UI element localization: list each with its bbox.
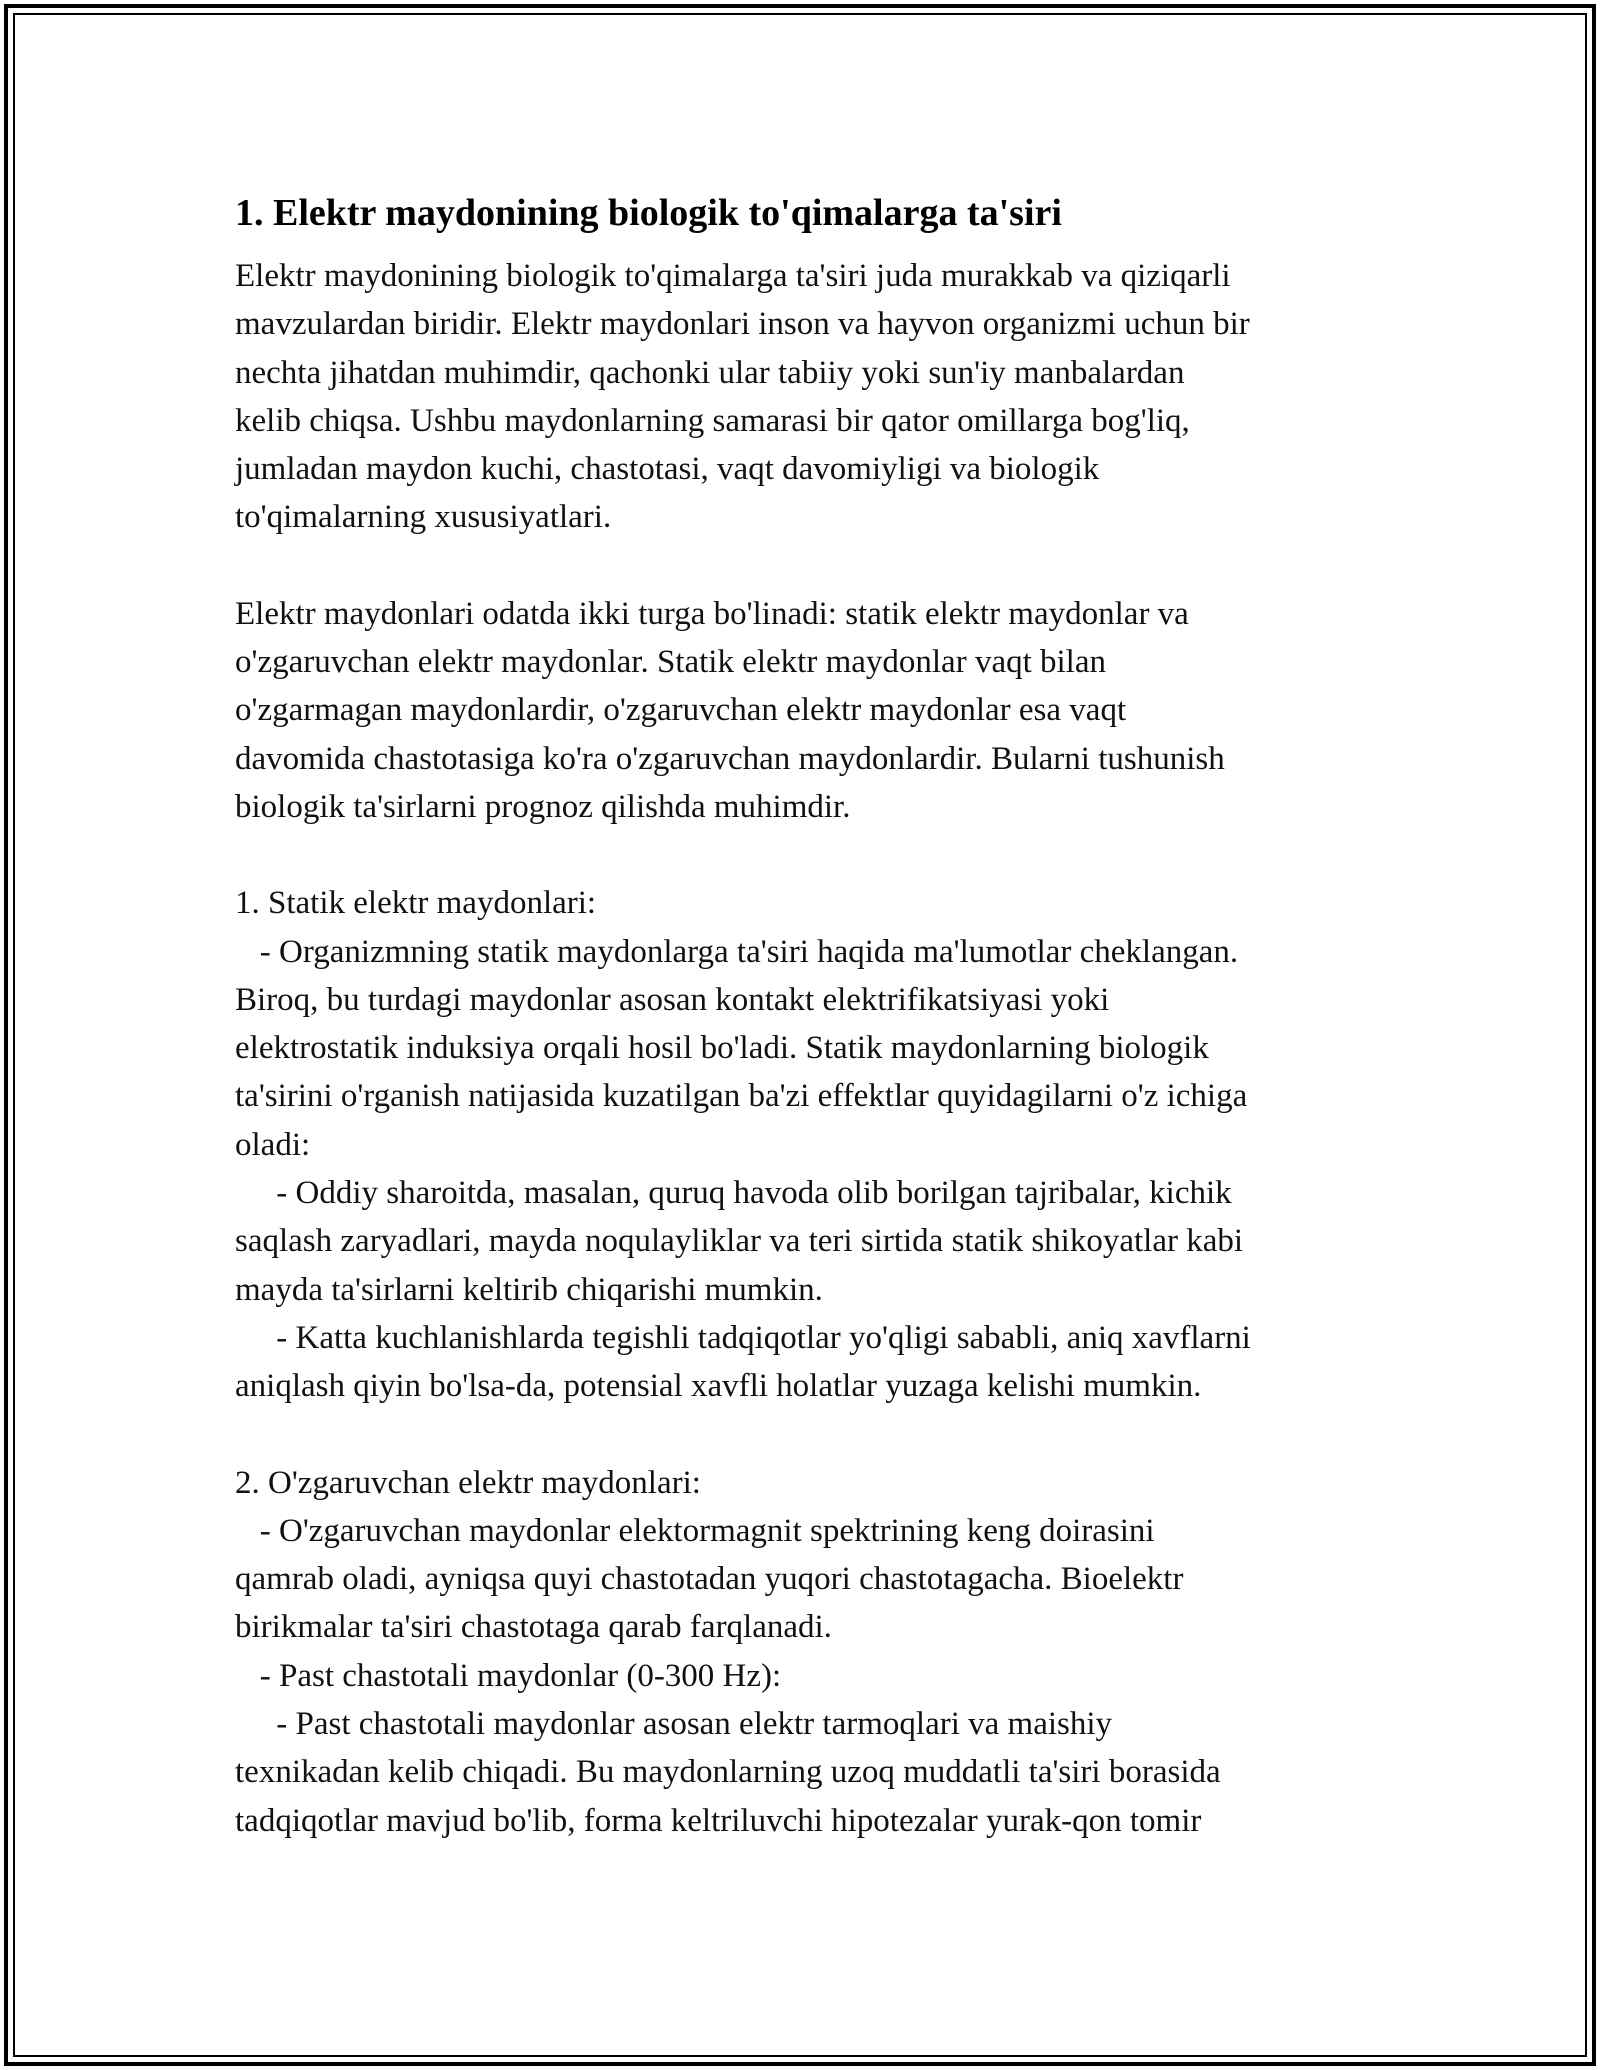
text-line: - Past chastotali maydonlar (0-300 Hz):	[235, 1657, 782, 1694]
intro-paragraph	[235, 252, 1375, 542]
text-line: birikmalar ta'siri chastotaga qarab farqlanadi.	[235, 1609, 832, 1646]
text-line: kelib chiqsa. Ushbu maydonlarning samarasi bir qator omillarga bog'liq,	[235, 402, 1190, 439]
text-line: o'zgarmagan maydonlardir, o'zgaruvchan elektr maydonlar esa vaqt	[235, 692, 1127, 729]
document-body	[235, 186, 1375, 1845]
text-line: aniqlash qiyin bo'lsa-da, potensial xavfli holatlar yuzaga kelishi mumkin.	[235, 1368, 1202, 1405]
text-line: - Past chastotali maydonlar asosan elektr tarmoqlari va maishiy	[235, 1706, 1113, 1743]
text-line: mayda ta'sirlarni keltirib chiqarishi mumkin.	[235, 1271, 823, 1308]
text-line: ta'sirini o'rganish natijasida kuzatilgan ba'zi effektlar quyidagilarni o'z ichiga	[235, 1078, 1248, 1115]
text-line: Elektr maydonining biologik to'qimalarga ta'siri juda murakkab va qiziqarli	[235, 258, 1231, 294]
text-line: qamrab oladi, ayniqsa quyi chastotadan yuqori chastotagacha. Bioelektr	[235, 1561, 1184, 1598]
text-line: - O'zgaruvchan maydonlar elektormagnit spektrining keng doirasini	[235, 1512, 1155, 1549]
text-line: - Katta kuchlanishlarda tegishli tadqiqotlar yo'qligi sababli, aniq xavflarni	[235, 1319, 1251, 1356]
text-line: saqlash zaryadlari, mayda noqulayliklar va teri sirtida statik shikoyatlar kabi	[235, 1223, 1244, 1260]
text-line: elektrostatik induksiya orqali hosil bo'ladi. Statik maydonlarning biologik	[235, 1030, 1209, 1067]
text-line: - Organizmning statik maydonlarga ta'siri haqida ma'lumotlar cheklangan.	[235, 933, 1239, 970]
text-line: o'zgaruvchan elektr maydonlar. Statik elektr maydonlar vaqt bilan	[235, 644, 1106, 681]
document-title: 1. Elektr maydonining biologik to'qimalarga ta'siri	[235, 192, 1062, 234]
section-heading: 1. Statik elektr maydonlari:	[235, 885, 597, 922]
text-line: - Oddiy sharoitda, masalan, quruq havoda olib borilgan tajribalar, kichik	[235, 1175, 1232, 1212]
text-line: nechta jihatdan muhimdir, qachonki ular tabiiy yoki sun'iy manbalardan	[235, 354, 1185, 391]
section-heading: 2. O'zgaruvchan elektr maydonlari:	[235, 1464, 701, 1501]
text-line: oladi:	[235, 1126, 311, 1163]
field-types-paragraph	[235, 590, 1375, 831]
alternating-fields-section	[235, 1459, 1375, 1845]
text-line: davomida chastotasiga ko'ra o'zgaruvchan maydonlardir. Bularni tushunish	[235, 740, 1225, 777]
text-line: mavzulardan biridir. Elektr maydonlari inson va hayvon organizmi uchun bir	[235, 306, 1250, 343]
text-line: Elektr maydonlari odatda ikki turga bo'linadi: statik elektr maydonlar va	[235, 595, 1189, 632]
static-fields-section	[235, 879, 1375, 1410]
text-line: biologik ta'sirlarni prognoz qilishda muhimdir.	[235, 788, 851, 825]
text-line: Biroq, bu turdagi maydonlar asosan kontakt elektrifikatsiyasi yoki	[235, 981, 1110, 1018]
text-line: texnikadan kelib chiqadi. Bu maydonlarning uzoq muddatli ta'siri borasida	[235, 1754, 1221, 1791]
text-line: tadqiqotlar mavjud bo'lib, forma keltriluvchi hipotezalar yurak-qon tomir	[235, 1802, 1202, 1839]
text-line: to'qimalarning xususiyatlari.	[235, 499, 612, 536]
text-line: jumladan maydon kuchi, chastotasi, vaqt davomiyligi va biologik	[235, 451, 1100, 488]
